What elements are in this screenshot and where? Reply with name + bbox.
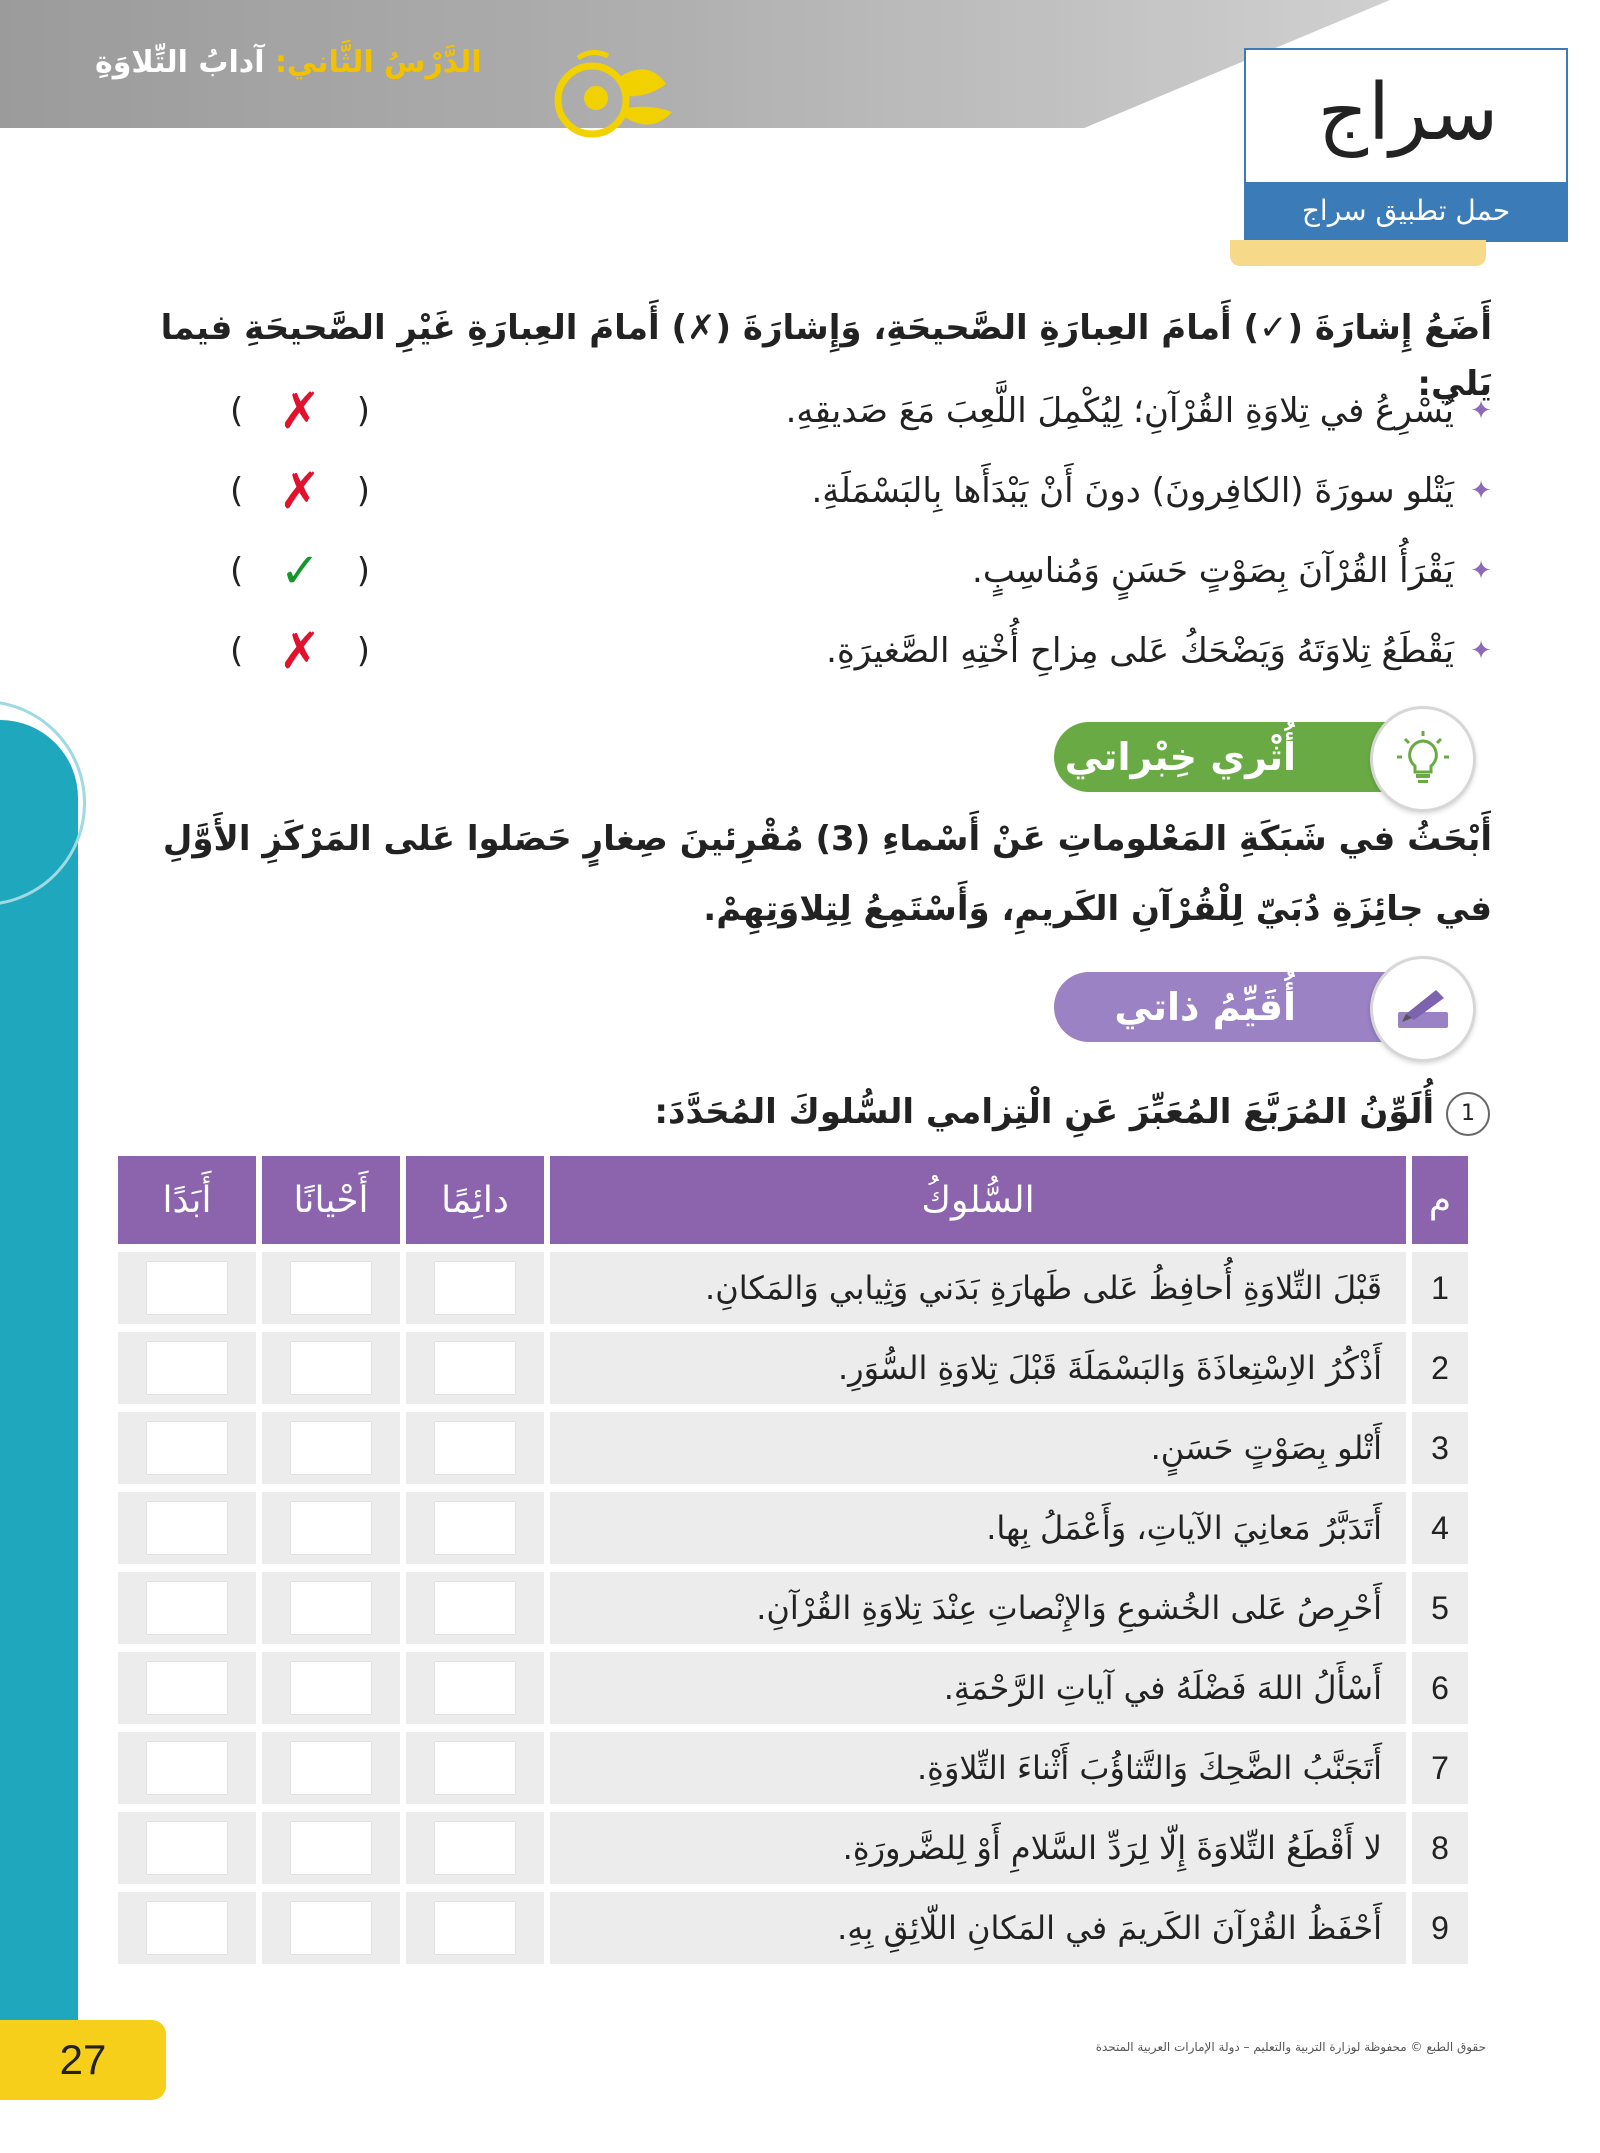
always-cell (406, 1892, 544, 1964)
open-paren: ( (230, 551, 244, 591)
sometimes-cell (262, 1732, 400, 1804)
logo-tagline: حمل تطبيق سراج (1246, 182, 1566, 240)
statement-row (200, 536, 1496, 606)
row-number: 5 (1412, 1572, 1468, 1644)
never-checkbox[interactable] (146, 1421, 228, 1475)
statement-text: يَقْرَأُ القُرْآنَ بِصَوْتٍ حَسَنٍ وَمُناسِبٍ. (972, 551, 1454, 591)
bullet-icon: ✦ (1470, 556, 1492, 586)
page-number: 27 (0, 2020, 166, 2100)
table-row (118, 1572, 1468, 1644)
sometimes-checkbox[interactable] (290, 1261, 372, 1315)
lesson-title (95, 45, 482, 80)
open-paren: ( (230, 391, 244, 431)
answer-slot[interactable] (230, 616, 370, 686)
row-number: 9 (1412, 1892, 1468, 1964)
never-checkbox[interactable] (146, 1581, 228, 1635)
col-num-header: م (1412, 1156, 1468, 1244)
close-paren: ) (356, 551, 370, 591)
statement-row (200, 376, 1496, 446)
open-paren: ( (230, 471, 244, 511)
never-checkbox[interactable] (146, 1341, 228, 1395)
bullet-icon: ✦ (1470, 476, 1492, 506)
col-always-header: دائِمًا (406, 1156, 544, 1244)
row-number: 6 (1412, 1652, 1468, 1724)
sometimes-cell (262, 1812, 400, 1884)
close-paren: ) (356, 471, 370, 511)
table-row (118, 1412, 1468, 1484)
never-cell (118, 1412, 256, 1484)
sometimes-cell (262, 1892, 400, 1964)
behavior-text: أَتَدَبَّرُ مَعانِيَ الآياتِ، وَأَعْمَلُ بِها. (550, 1492, 1406, 1564)
always-checkbox[interactable] (434, 1901, 516, 1955)
sometimes-checkbox[interactable] (290, 1821, 372, 1875)
sometimes-checkbox[interactable] (290, 1741, 372, 1795)
table-row (118, 1252, 1468, 1324)
never-checkbox[interactable] (146, 1821, 228, 1875)
sometimes-checkbox[interactable] (290, 1581, 372, 1635)
answer-slot[interactable] (230, 536, 370, 606)
always-cell (406, 1492, 544, 1564)
question-number: 1 (1446, 1092, 1490, 1136)
check-mark-icon: ✓ (279, 543, 321, 599)
behavior-text: أَذْكُرُ الاِسْتِعاذَةَ وَالبَسْمَلَةَ قَبْلَ تِلاوَةِ السُّوَرِ. (550, 1332, 1406, 1404)
hidden-section-tab (1230, 240, 1486, 266)
behavior-text: أَتْلو بِصَوْتٍ حَسَنٍ. (550, 1412, 1406, 1484)
table-row (118, 1732, 1468, 1804)
table-header-row (118, 1156, 1468, 1244)
never-checkbox[interactable] (146, 1661, 228, 1715)
statement-text: يَتْلو سورَةَ (الكافِرونَ) دونَ أَنْ يَبْدَأَها بِالبَسْمَلَةِ. (811, 471, 1454, 511)
self-assess-question (600, 1084, 1490, 1140)
never-checkbox[interactable] (146, 1501, 228, 1555)
pencil-icon (1370, 956, 1476, 1062)
lesson-name: آدابُ التِّلاوَةِ (95, 45, 265, 80)
answer-slot[interactable] (230, 456, 370, 526)
table-row (118, 1332, 1468, 1404)
cross-mark-icon: ✗ (279, 622, 321, 680)
behavior-text: أَحْرِصُ عَلى الخُشوعِ وَالإِنْصاتِ عِنْدَ تِلاوَةِ القُرْآنِ. (550, 1572, 1406, 1644)
always-checkbox[interactable] (434, 1421, 516, 1475)
never-cell (118, 1252, 256, 1324)
sometimes-checkbox[interactable] (290, 1421, 372, 1475)
sometimes-cell (262, 1572, 400, 1644)
behavior-text: لا أَقْطَعُ التِّلاوَةَ إِلّا لِرَدِّ السَّلامِ أَوْ لِلضَّرورَةِ. (550, 1812, 1406, 1884)
behavior-text: أَسْأَلُ اللهَ فَضْلَهُ في آياتِ الرَّحْمَةِ. (550, 1652, 1406, 1724)
row-number: 2 (1412, 1332, 1468, 1404)
never-cell (118, 1732, 256, 1804)
always-cell (406, 1812, 544, 1884)
sometimes-cell (262, 1332, 400, 1404)
table-row (118, 1892, 1468, 1964)
sometimes-checkbox[interactable] (290, 1661, 372, 1715)
sometimes-cell (262, 1492, 400, 1564)
always-checkbox[interactable] (434, 1261, 516, 1315)
sometimes-cell (262, 1412, 400, 1484)
never-cell (118, 1492, 256, 1564)
col-sometimes-header: أَحْيانًا (262, 1156, 400, 1244)
exercise-instruction: أَضَعُ إِشارَةَ (✓) أَمامَ العِبارَةِ الصَّحيحَةِ، وَإِشارَةَ (✗) أَمامَ العِبارَةِ غَيْرِ الصَّحيحَةِ فيما يَلي: (160, 308, 1492, 404)
table-row (118, 1492, 1468, 1564)
always-cell (406, 1332, 544, 1404)
always-checkbox[interactable] (434, 1501, 516, 1555)
behavior-text: أَحْفَظُ القُرْآنَ الكَريمَ في المَكانِ اللّائِقِ بِهِ. (550, 1892, 1406, 1964)
behavior-text: قَبْلَ التِّلاوَةِ أُحافِظُ عَلى طَهارَةِ بَدَني وَثِيابي وَالمَكانِ. (550, 1252, 1406, 1324)
always-cell (406, 1652, 544, 1724)
question-text: أُلَوِّنُ المُرَبَّعَ المُعَبِّرَ عَنِ الْتِزامي السُّلوكَ المُحَدَّدَ: (654, 1092, 1435, 1132)
statement-row (200, 456, 1496, 526)
row-number: 8 (1412, 1812, 1468, 1884)
never-cell (118, 1812, 256, 1884)
side-decoration-band (0, 720, 78, 2040)
statement-text: يُسْرِعُ في تِلاوَةِ القُرْآنِ؛ لِيُكْمِلَ اللَّعِبَ مَعَ صَديقِهِ. (785, 391, 1454, 431)
statement-row (200, 616, 1496, 686)
close-paren: ) (356, 631, 370, 671)
statement-text: يَقْطَعُ تِلاوَتَهُ وَيَضْحَكُ عَلى مِزاحِ أُخْتِهِ الصَّغيرَةِ. (826, 631, 1454, 671)
never-cell (118, 1332, 256, 1404)
bullet-icon: ✦ (1470, 396, 1492, 426)
always-cell (406, 1732, 544, 1804)
copyright-note: حقوق الطبع © محفوظة لوزارة التربية والتعليم – دولة الإمارات العربية المتحدة (1095, 2040, 1486, 2054)
never-checkbox[interactable] (146, 1901, 228, 1955)
sometimes-checkbox[interactable] (290, 1341, 372, 1395)
table-row (118, 1652, 1468, 1724)
sometimes-checkbox[interactable] (290, 1501, 372, 1555)
close-paren: ) (356, 391, 370, 431)
row-number: 7 (1412, 1732, 1468, 1804)
never-checkbox[interactable] (146, 1261, 228, 1315)
never-cell (118, 1652, 256, 1724)
table-row (118, 1812, 1468, 1884)
sometimes-cell (262, 1652, 400, 1724)
cross-mark-icon: ✗ (279, 382, 321, 440)
col-never-header: أَبَدًا (118, 1156, 256, 1244)
always-cell (406, 1412, 544, 1484)
open-paren: ( (230, 631, 244, 671)
row-number: 3 (1412, 1412, 1468, 1484)
always-checkbox[interactable] (434, 1741, 516, 1795)
never-checkbox[interactable] (146, 1741, 228, 1795)
col-behavior-header: السُّلوكُ (550, 1156, 1406, 1244)
behavior-text: أَتَجَنَّبُ الضَّحِكَ وَالتَّثاؤُبَ أَثْناءَ التِّلاوَةِ. (550, 1732, 1406, 1804)
ornament-swirl-icon (548, 48, 680, 148)
row-number: 4 (1412, 1492, 1468, 1564)
always-checkbox[interactable] (434, 1581, 516, 1635)
never-cell (118, 1892, 256, 1964)
always-checkbox[interactable] (434, 1341, 516, 1395)
always-checkbox[interactable] (434, 1661, 516, 1715)
always-cell (406, 1252, 544, 1324)
sometimes-cell (262, 1252, 400, 1324)
behavior-table (112, 1148, 1474, 1972)
enrich-text: أَبْحَثُ في شَبَكَةِ المَعْلوماتِ عَنْ أَسْماءِ (3) مُقْرِئينَ صِغارٍ حَصَلوا عَلى المَرْكَزِ الأَوَّلِ في جائِزَةِ دُبَيّ لِلْقُرْآنِ الكَريمِ، وَأَسْتَمِعُ لِتِلاوَتِهِمْ. (162, 819, 1492, 929)
logo-word: سراج (1317, 68, 1499, 158)
bullet-icon: ✦ (1470, 636, 1492, 666)
cross-mark-icon: ✗ (279, 462, 321, 520)
always-cell (406, 1572, 544, 1644)
lesson-label: الدَّرْسُ الثَّاني: (274, 45, 482, 80)
lightbulb-icon (1370, 706, 1476, 812)
sometimes-checkbox[interactable] (290, 1901, 372, 1955)
self-assess-title: أُقَيِّمُ ذاتي (1054, 972, 1466, 1042)
always-checkbox[interactable] (434, 1821, 516, 1875)
enrich-title: أُثْري خِبْراتي (1054, 722, 1466, 792)
row-number: 1 (1412, 1252, 1468, 1324)
never-cell (118, 1572, 256, 1644)
answer-slot[interactable] (230, 376, 370, 446)
